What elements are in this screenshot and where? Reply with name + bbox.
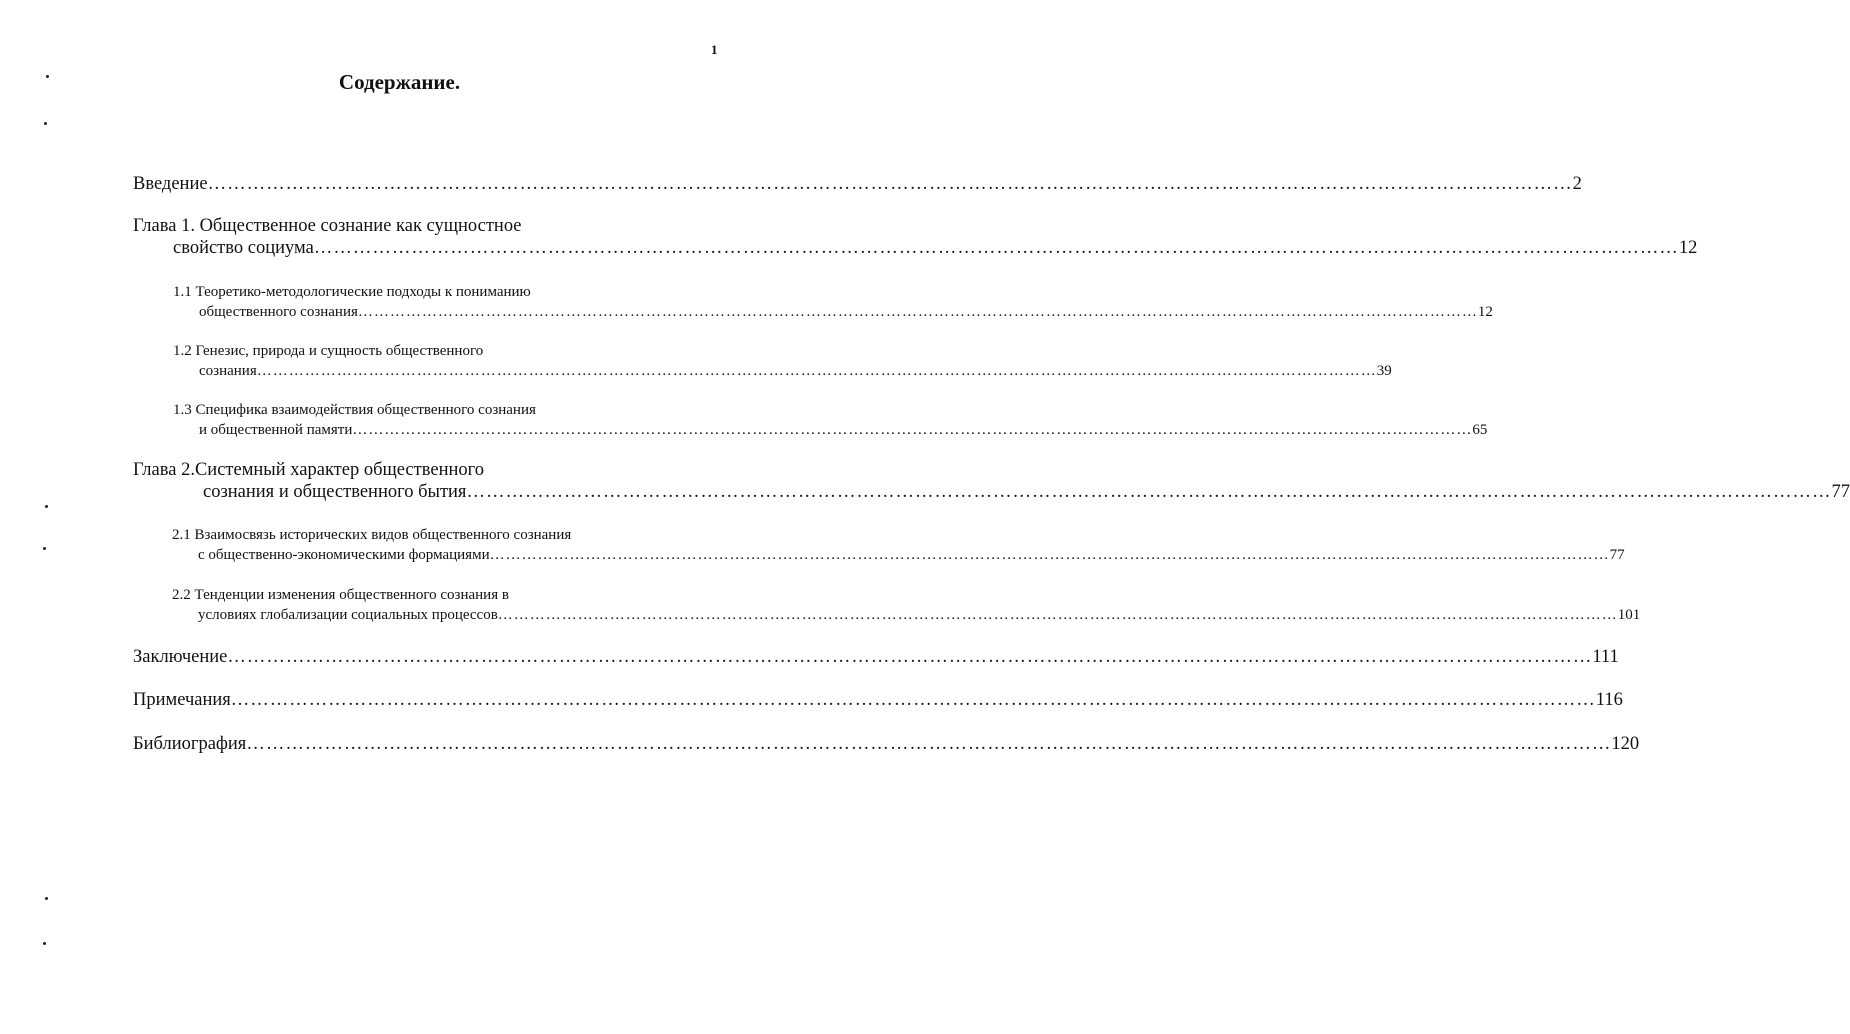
toc-entry-title: 1.1 Теоретико-методологические подходы к пониманию (173, 284, 531, 300)
toc-entry-chapter-2[interactable] (133, 459, 1850, 503)
toc-entry-title-cont: с общественно-экономическими формациями (198, 547, 490, 563)
toc-entry-title: Библиография (133, 734, 247, 754)
toc-entry-title: Примечания (133, 690, 231, 710)
toc-page-number: 101 (1617, 607, 1641, 623)
toc-entry-intro[interactable] (133, 173, 1582, 195)
toc-page-number: 12 (1477, 304, 1493, 320)
toc-entry-title-cont: свойство социума (173, 238, 314, 258)
toc-page-number: 77 (1831, 482, 1850, 502)
toc-page-number: 65 (1472, 422, 1488, 438)
scan-speck (44, 122, 47, 125)
toc-entry-section-1-2[interactable] (173, 341, 1392, 381)
toc-entry-chapter-1[interactable] (133, 215, 1698, 259)
leader-dots: ………………………………………………………………………………………………………………………………………………………………………………………… (246, 734, 1612, 754)
toc-entry-title: Глава 2.Системный характер общественного (133, 460, 484, 480)
leader-dots: ………………………………………………………………………………………………………………………………………………………………………………………… (207, 174, 1573, 194)
toc-page-number: 77 (1609, 547, 1625, 563)
toc-page-number: 116 (1595, 690, 1623, 710)
toc-entry-title: Глава 1. Общественное сознание как сущностное (133, 216, 522, 236)
toc-entry-section-1-1[interactable] (173, 282, 1493, 322)
toc-page-number: 2 (1572, 174, 1582, 194)
toc-page-number: 12 (1678, 238, 1698, 258)
toc-entry-title: Заключение (133, 647, 228, 667)
leader-dots: ………………………………………………………………………………………………………………………………………………………………………………………… (357, 304, 1478, 320)
toc-entry-title-cont: сознания и общественного бытия (203, 482, 467, 502)
toc-entry-title-cont: и общественной памяти (199, 422, 353, 438)
leader-dots: ………………………………………………………………………………………………………………………………………………………………………………………… (489, 547, 1610, 563)
scan-speck (45, 505, 48, 508)
toc-entry-notes[interactable] (133, 689, 1623, 711)
toc-page-number: 39 (1376, 363, 1392, 379)
leader-dots: ………………………………………………………………………………………………………………………………………………………………………………………… (227, 647, 1593, 667)
scan-speck (46, 75, 49, 78)
toc-entry-section-2-2[interactable] (172, 585, 1641, 625)
toc-entry-conclusion[interactable] (133, 646, 1619, 668)
toc-entry-section-1-3[interactable] (173, 400, 1488, 440)
leader-dots: ………………………………………………………………………………………………………………………………………………………………………………………… (230, 690, 1596, 710)
toc-page-number: 111 (1592, 647, 1619, 667)
scan-speck (43, 942, 46, 945)
leader-dots: ………………………………………………………………………………………………………………………………………………………………………………………… (466, 482, 1832, 502)
toc-entry-section-2-1[interactable] (172, 525, 1625, 565)
leader-dots: ………………………………………………………………………………………………………………………………………………………………………………………… (313, 238, 1679, 258)
toc-entry-bibliography[interactable] (133, 733, 1640, 755)
page-title: Содержание. (338, 70, 461, 94)
page-number: 1 (711, 42, 718, 57)
toc-entry-title: 2.2 Тенденции изменения общественного сознания в (172, 587, 509, 603)
toc-entry-title: Введение (133, 174, 208, 194)
toc-entry-title-cont: условиях глобализации социальных процессов (198, 607, 498, 623)
scan-speck (45, 897, 48, 900)
leader-dots: ………………………………………………………………………………………………………………………………………………………………………………………… (256, 363, 1377, 379)
toc-entry-title-cont: общественного сознания (199, 304, 358, 320)
scan-speck (43, 547, 46, 550)
toc-entry-title: 2.1 Взаимосвязь исторических видов общественного сознания (172, 527, 572, 543)
leader-dots: ………………………………………………………………………………………………………………………………………………………………………………………… (497, 607, 1618, 623)
toc-page-number: 120 (1611, 734, 1640, 754)
toc-entry-title: 1.3 Специфика взаимодействия общественного сознания (173, 402, 536, 418)
toc-entry-title-cont: сознания (199, 363, 257, 379)
toc-entry-title: 1.2 Генезис, природа и сущность общественного (173, 343, 484, 359)
leader-dots: ………………………………………………………………………………………………………………………………………………………………………………………… (352, 422, 1473, 438)
